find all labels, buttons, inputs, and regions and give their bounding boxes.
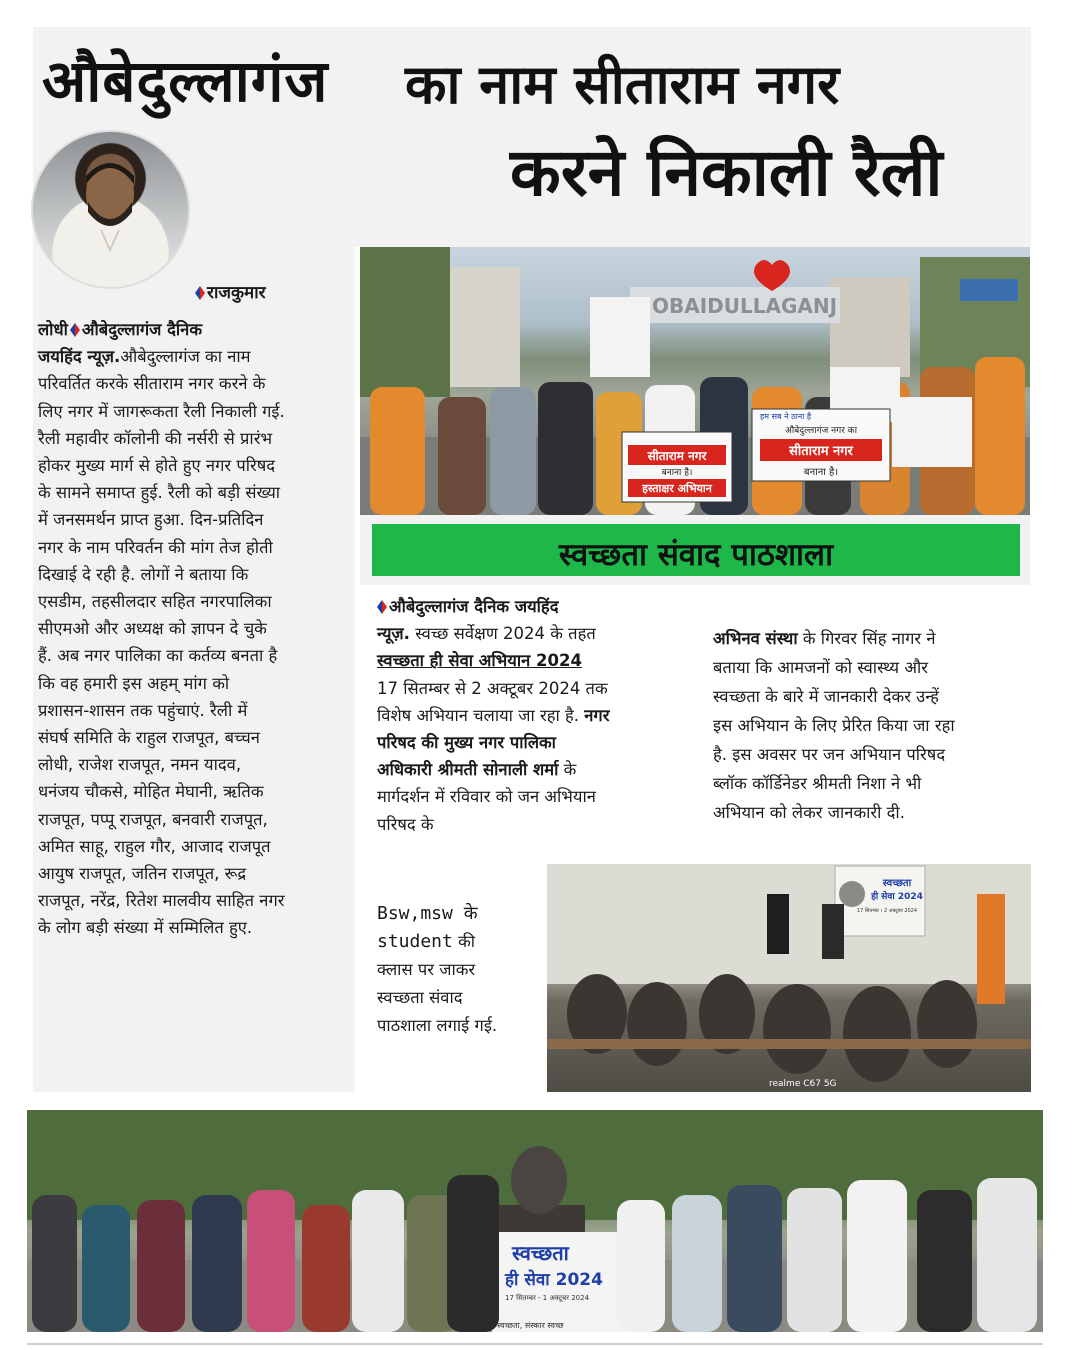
- banner-1-sub: बनाना है।: [661, 468, 693, 478]
- story2-paper: न्यूज़.: [377, 624, 410, 644]
- story3-line: के गिरवर सिंह नागर ने: [802, 629, 936, 648]
- story3-line: है. इस अवसर पर जन अभियान परिषद: [713, 745, 946, 764]
- story3-line: ब्लॉक कॉर्डिनेडर श्रीमती निशा ने भी: [713, 774, 922, 793]
- story1-dateline: औबेदुल्लागंज दैनिक: [81, 320, 202, 339]
- story1-paper: जयहिंद न्यूज़.: [38, 347, 121, 367]
- banner-2-sub: बनाना है।: [803, 467, 839, 478]
- board-footer: स्वच्छता, संस्कार स्वच्छ: [497, 1321, 564, 1330]
- story2-line: मार्गदर्शन में रविवार को जन अभियान: [377, 787, 596, 807]
- story1-line: हैं. अब नगर पालिका का कर्तव्य बनता है: [38, 646, 278, 666]
- story2-line: 17 सितम्बर से 2 अक्टूबर 2024 तक: [377, 678, 608, 698]
- pledge-photo: [27, 1110, 1043, 1332]
- story1-text: [38, 316, 353, 942]
- story2-line: क्लास पर जाकर: [377, 960, 476, 979]
- story1-line: एसडीम, तहसीलदार सहित नगरपालिका: [38, 592, 272, 612]
- story1-line: के लोग बड़ी संख्या में सम्मिलित हुए.: [38, 918, 253, 938]
- story1-line: संघर्ष समिति के राहुल राजपूत, बच्चन: [38, 728, 260, 748]
- page-bottom-rule: [27, 1343, 1043, 1345]
- banner-2-top: हम सब ने ठाना है: [760, 412, 812, 421]
- story2-line: की: [458, 932, 476, 951]
- story2-line: के: [563, 760, 577, 780]
- story1-line: राजपूत, नरेंद्र, रितेश मालवीय साहित नगर: [38, 891, 285, 911]
- banner-1-title: सीताराम नगर: [647, 449, 707, 463]
- story1-line: कि वह हमारी इस अहम् मांग को: [38, 673, 230, 693]
- story3-line: अभियान को लेकर जानकारी दी.: [713, 803, 905, 822]
- banner-2-title: सीताराम नगर: [789, 444, 853, 459]
- story1-byline: [195, 280, 266, 307]
- story1-line: रैली महावीर कॉलोनी की नर्सरी से प्रारंभ: [38, 428, 273, 448]
- story3-line: इस अभियान के लिए प्रेरित किया जा रहा: [713, 716, 955, 735]
- campaign-name: स्वच्छता ही सेवा अभियान 2024: [377, 651, 582, 671]
- story3-line: बताया कि आमजनों को स्वास्थ्य और: [713, 658, 928, 677]
- story2-bold: नगर: [584, 705, 610, 725]
- official-name: अधिकारी श्रीमती सोनाली शर्मा: [377, 760, 559, 780]
- story3-line: स्वच्छता के बारे में जानकारी देकर उन्हें: [713, 687, 939, 706]
- story1-line: के सामने समाप्त हुई. रैली को बड़ी संख्या: [38, 483, 281, 503]
- story1-line: होकर मुख्य मार्ग से होते हुए नगर परिषद: [38, 456, 276, 476]
- headline-line-2: करने निकाली रैली: [510, 134, 943, 211]
- rally-photo: [360, 247, 1030, 515]
- banner-1-campaign: हस्ताक्षर अभियान: [642, 482, 712, 495]
- board-dates: 17 सितम्बर - 1 अक्टूबर 2024: [505, 1294, 590, 1302]
- story1-line: लिए नगर में जागरूकता रैली निकाली गई.: [38, 401, 285, 421]
- headline-place-name: औबेदुल्लागंज: [42, 47, 329, 115]
- story2-line: पाठशाला लगाई गई.: [377, 1016, 498, 1035]
- section-banner-title: स्वच्छता संवाद पाठशाला: [558, 537, 834, 573]
- story1-line: लोधी, राजेश राजपूत, नमन यादव,: [38, 755, 242, 775]
- story2-text-cont: [377, 900, 542, 1040]
- story1-line: प्रशासन-शासन तक पहुंचाएं. रैली में: [38, 700, 248, 720]
- story1-line: धनंजय चौकसे, मोहित मेघानी, ऋतिक: [38, 782, 264, 802]
- story2-line: स्वच्छ सर्वेक्षण 2024 के तहत: [415, 624, 596, 644]
- story1-line: आयुष राजपूत, जतिन राजपूत, रूद्र: [38, 864, 247, 884]
- story1-line: औबेदुल्लागंज का नाम: [120, 347, 251, 367]
- organisation-name: अभिनव संस्था: [713, 629, 798, 648]
- poster-title: स्वच्छता: [882, 878, 912, 889]
- story1-line: नगर के नाम परिवर्तन की मांग तेज होती: [38, 537, 273, 557]
- story2-line: परिषद के: [377, 814, 434, 834]
- story1-line: दिखाई दे रही है. लोगों ने बताया कि: [38, 564, 249, 584]
- story1-line: राजपूत, पप्पू राजपूत, बनवारी राजपूत,: [38, 809, 268, 829]
- poster-dates: 17 सितम्बर । 2 अक्टूबर 2024: [856, 908, 918, 914]
- story2-dateline: औबेदुल्लागंज दैनिक जयहिंद: [389, 597, 559, 616]
- story3-text: [713, 624, 1033, 827]
- flag-marker-icon: [377, 600, 387, 614]
- story2-line: विशेष अभियान चलाया जा रहा है.: [377, 705, 579, 725]
- flag-marker-icon: [70, 323, 80, 337]
- story1-line: परिवर्तित करके सीताराम नगर करने के: [38, 374, 266, 394]
- story1-line: सीएमओ और अध्यक्ष को ज्ञापन दे चुके: [38, 619, 267, 639]
- story2-line: student: [377, 931, 453, 952]
- story2-text: [377, 593, 677, 838]
- poster-subtitle: ही सेवा 2024: [871, 892, 923, 902]
- classroom-photo: [547, 864, 1031, 1092]
- headline-line-1: का नाम सीताराम नगर: [405, 53, 840, 116]
- board-subtitle: ही सेवा 2024: [505, 1270, 603, 1290]
- flag-marker-icon: [195, 286, 205, 300]
- story2-line: स्वच्छता संवाद: [377, 988, 463, 1007]
- byline-name-cont: लोधी: [38, 320, 68, 339]
- story1-line: में जनसमर्थन प्राप्त हुआ. दिन-प्रतिदिन: [38, 510, 264, 530]
- board-title: स्वच्छता: [512, 1241, 569, 1265]
- camera-watermark: realme C67 5G: [769, 1079, 837, 1089]
- story2-bold: परिषद की मुख्य नगर पालिका: [377, 733, 556, 753]
- gate-text: OBAIDULLAGANJ: [652, 294, 838, 318]
- banner-2-line1: औबेदुल्लागंज नगर का: [784, 426, 858, 436]
- story2-line: Bsw,msw के: [377, 903, 478, 924]
- byline-name: राजकुमार: [207, 283, 266, 303]
- reporter-portrait: [31, 130, 190, 289]
- story1-line: अमित साहू, राहुल गौर, आजाद राजपूत: [38, 836, 271, 856]
